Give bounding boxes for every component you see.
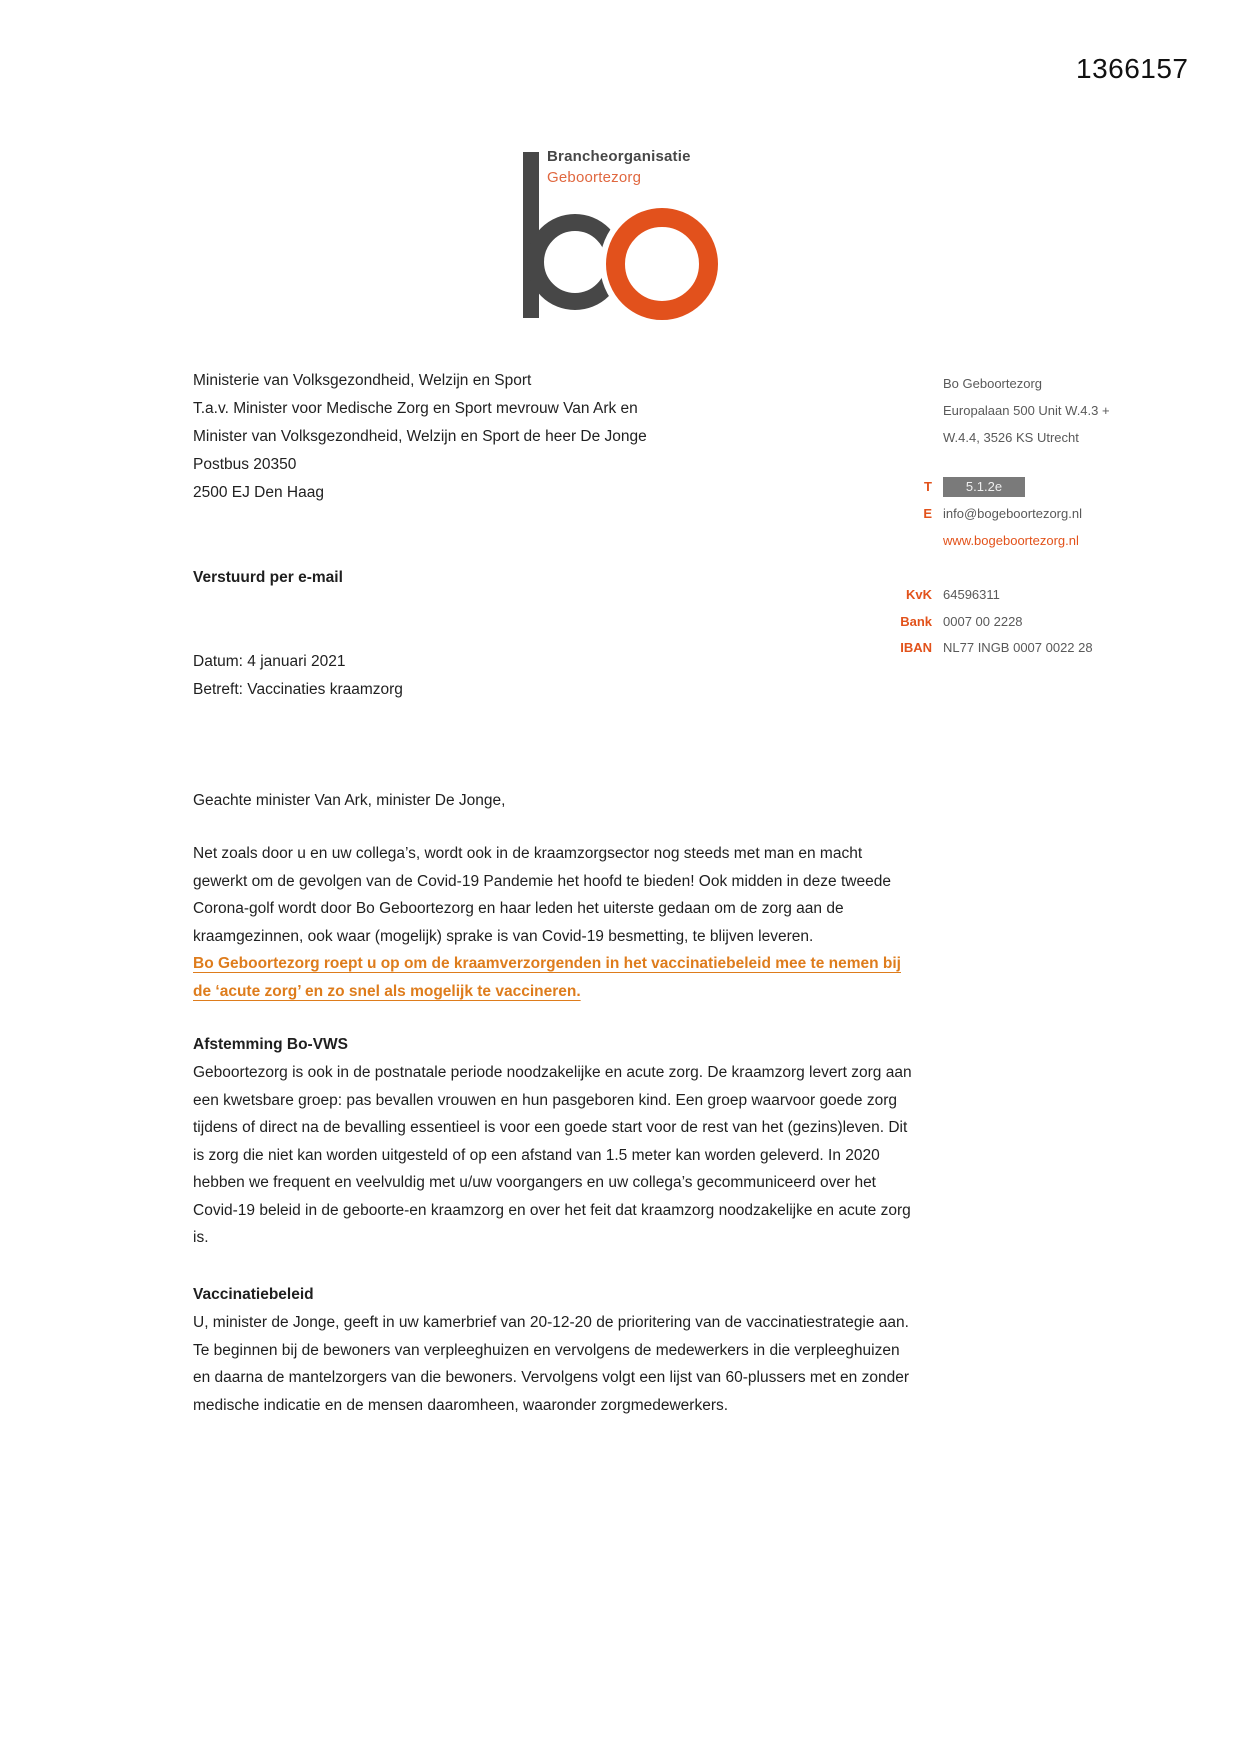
date-line: Datum: 4 januari 2021 (193, 653, 346, 670)
sender-org-name-row (790, 374, 1042, 393)
sender-address-line2: W.4.4, 3526 KS Utrecht (943, 430, 1079, 445)
website-row (790, 531, 1079, 550)
recipient-line: Postbus 20350 (193, 456, 297, 473)
sent-via-line: Verstuurd per e-mail (193, 569, 343, 586)
iban-label: IBAN (900, 640, 932, 655)
section-heading-afstemming: Afstemming Bo-VWS (193, 1036, 348, 1053)
recipient-line: Ministerie van Volksgezondheid, Welzijn en Sport (193, 372, 532, 389)
phone-value (943, 477, 1025, 497)
redaction-box: 5.1.2e (943, 477, 1025, 497)
paragraph-intro: Net zoals door u en uw collega’s, wordt ook in de kraamzorgsector nog steeds met man en macht gewerkt om de gevolgen van de Covid-19 Pandemie het hoofd te bieden! Ook midden in deze tweede Corona-golf wordt door Bo Geboortezorg en haar leden het uiterste gedaan om de zorg aan de kraamgezinnen, ook waar (mogelijk) sprake is van Covid-19 besmetting, te blijven leveren. (193, 845, 891, 945)
sender-address-row (790, 428, 1079, 447)
section-heading-vaccinatiebeleid: Vaccinatiebeleid (193, 1286, 314, 1303)
email-label: E (923, 506, 932, 521)
sender-address-line1: Europalaan 500 Unit W.4.3 + (943, 403, 1110, 418)
bank-value: 0007 00 2228 (943, 614, 1023, 629)
sender-address-row (790, 401, 1110, 420)
sender-org-name: Bo Geboortezorg (943, 376, 1043, 391)
salutation: Geachte minister Van Ark, minister De Jonge, (193, 792, 506, 809)
bank-row (790, 612, 1023, 631)
bank-label: Bank (900, 614, 932, 629)
logo-org-subtitle: Geboortezorg (547, 169, 642, 186)
kvk-value: 64596311 (943, 587, 1000, 602)
logo-org-name: Brancheorganisatie (547, 148, 691, 165)
phone-label: T (924, 479, 932, 494)
paragraph-afstemming: Geboortezorg is ook in de postnatale periode noodzakelijke en acute zorg. De kraamzorg levert zorg aan een kwetsbare groep: pas bevallen vrouwen en hun pasgeboren kind. Een groep waarvoor goede zorg tijdens of direct na de bevalling essentieel is voor een goede start voor de rest van het (gezins)leven. Dit is zorg die niet kan worden uitgesteld of op een afstand van 1.5 meter kan worden geleverd. In 2020 hebben we frequent en veelvuldig met u/uw voorgangers en uw collega’s gecommuniceerd over het Covid-19 beleid in de geboorte-en kraamzorg en over het feit dat kraamzorg noodzakelijke en acute zorg is. (193, 1064, 912, 1246)
subject-line: Betreft: Vaccinaties kraamzorg (193, 681, 403, 698)
email-row (790, 504, 1082, 523)
recipient-address (193, 367, 647, 507)
phone-row (790, 477, 1025, 497)
website-link: www.bogeboortezorg.nl (943, 533, 1079, 548)
email-value: info@bogeboortezorg.nl (943, 506, 1082, 521)
recipient-line: T.a.v. Minister voor Medische Zorg en Sport mevrouw Van Ark en (193, 400, 638, 417)
paragraph-vaccinatiebeleid: U, minister de Jonge, geeft in uw kamerbrief van 20-12-20 de prioritering van de vaccinatiestrategie aan. Te beginnen bij de bewoners van verpleeghuizen en vervolgens de medewerkers in die verpleeghuizen en daarna de mantelzorgers van die bewoners. Vervolgens volgt een lijst van 60-plussers met en zonder medische indicatie en de mensen daaromheen, waaronder zorgmedewerkers. (193, 1314, 909, 1414)
highlight-call-to-action: Bo Geboortezorg roept u op om de kraamverzorgenden in het vaccinatiebeleid mee te nemen bij de ‘acute zorg’ en zo snel als mogelijk te vaccineren. (193, 955, 901, 1000)
iban-value: NL77 INGB 0007 0022 28 (943, 640, 1093, 655)
logo-o-ring-icon (606, 208, 718, 320)
recipient-line: Minister van Volksgezondheid, Welzijn en Sport de heer De Jonge (193, 428, 647, 445)
kvk-label: KvK (905, 587, 932, 602)
recipient-line: 2500 EJ Den Haag (193, 484, 324, 501)
doc-number: 1366157 (1076, 53, 1189, 84)
